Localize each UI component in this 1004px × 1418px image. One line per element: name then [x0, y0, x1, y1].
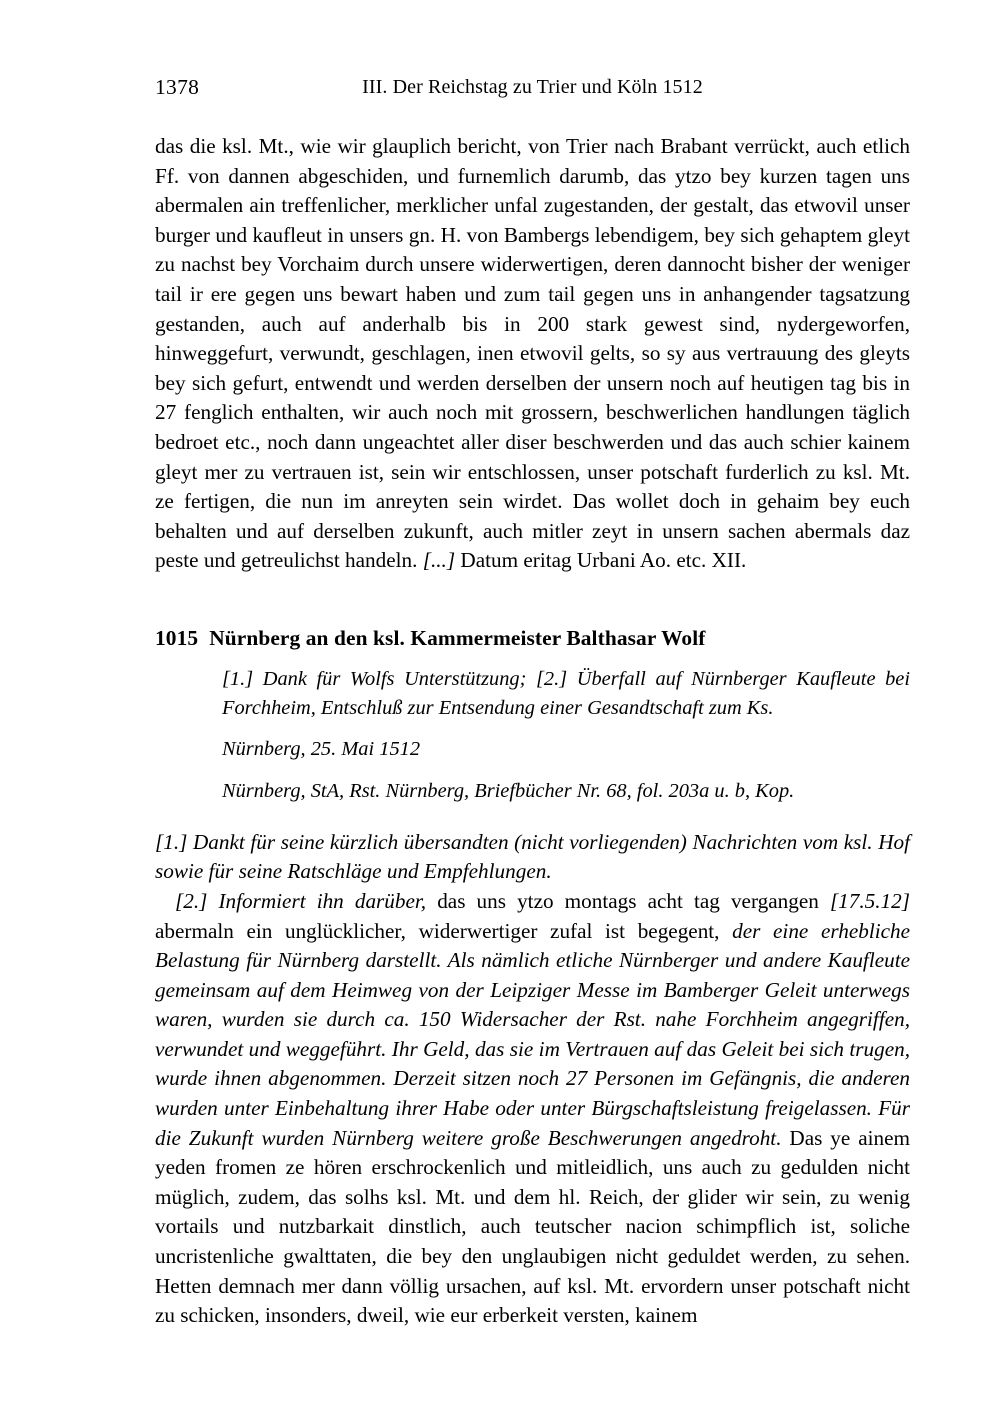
regest-item-2-date: [17.5.12]	[829, 888, 910, 913]
regest-item-2-roman-1: das uns ytzo montags acht tag vergangen	[426, 888, 830, 913]
regest-block	[155, 828, 910, 1331]
running-title: III. Der Reichstag zu Trier und Köln 1512	[362, 76, 703, 98]
letter-excerpt-ellipsis: [...]	[422, 548, 456, 573]
letter-excerpt-paragraph	[155, 132, 910, 576]
letter-excerpt-text: das die ksl. Mt., wie wir glauplich bericht, von Trier nach Brabant verrückt, auch etlich Ff. von dannen abgeschiden, und furnemlich darumb, das ytzo bey kurzen tagen uns abermalen ain treffenlicher, merklicher unfal zugestanden, der gestalt, das etwovil unser burger und kaufleut in unsers gn. H. von Bambergs lebendigem, bey sich gehaptem gleyt zu nachst bey Vorchaim durch unsere widerwertigen, deren dannocht bisher der weniger tail ir ere gegen uns bewart haben und zum tail gegen uns in anhangender tagsatzung gestanden, auch auf anderhalb bis in 200 stark gewest sind, nydergeworfen, hinweggefurt, verwundt, geschlagen, inen etwovil gelts, so sy aus vertrauung des gleyts bey sich gefurt, entwendt und werden derselben der unsern noch auf heutigen tag bis in 27 fenglich enthalten, wir auch noch mit grossern, beschwerlichen handlungen täglich bedroet etc., noch dann ungeachtet aller diser beschwerden und das auch schier kainem gleyt mer zu vertrauen ist, sein wir entschlossen, unser potschaft furderlich zu ksl. Mt. ze fertigen, die nun im anreyten sein wirdet. Das wollet doch in gehaim bey euch behalten und auf derselben zukunft, auch mitler zeyt in unsern sachen abermals daz peste und getreulichst handeln.	[155, 134, 910, 573]
record-source: Nürnberg, StA, Rst. Nürnberg, Briefbücher Nr. 68, fol. 203a u. b, Kop.	[222, 779, 795, 802]
regest-item-2-lead: [2.] Informiert ihn darüber,	[175, 888, 427, 913]
regest-item-2-italic-block: der eine erhebliche Belastung für Nürnberg darstellt. Als nämlich etliche Nürnberger und andere Kaufleute gemeinsam auf dem Heimweg von der Leipziger Messe im Bamberger Geleit unterwegs waren, wurden sie durch ca. 150 Widersacher der Rst. nahe Forchheim angegriffen, verwundet und weggeführt. Ihr Geld, das sie im Vertrauen auf das Geleit bei sich trugen, wurde ihnen abgenommen. Derzeit sitzen noch 27 Personen im Gefängnis, die anderen wurden unter Einbehaltung ihrer Habe oder unter Bürgschaftsleistung freigelassen. Für die Zukunft wurden Nürnberg weitere große Beschwerungen angedroht.	[155, 918, 910, 1150]
page-content	[155, 72, 910, 1331]
record-summary: [1.] Dank für Wolfs Unterstützung; [2.] Überfall auf Nürnberger Kaufleute bei Forchheim, Entschluß zur Entsendung einer Gesandtschaft zum Ks.	[222, 667, 910, 720]
record-number: 1015	[155, 625, 199, 650]
record-title-text: Nürnberg an den ksl. Kammermeister Balthasar Wolf	[209, 625, 706, 650]
record-dateline: Nürnberg, 25. Mai 1512	[222, 738, 421, 761]
regest-item-2	[155, 887, 910, 1331]
regest-item-2-roman-2: abermaln ein unglücklicher, widerwertiger zufal ist begegent,	[155, 918, 733, 943]
regest-item-2-roman-3: Das ye ainem yeden fromen ze hören erschrockenlich und mitleidlich, uns auch zu gedulden nicht müglich, zudem, das solhs ksl. Mt. und dem hl. Reich, der glider wir sein, zu wenig vortails und nutzbarkait dinstlich, auch teutscher nacion schimpflich ist, soliche uncristenliche gwalttaten, die bey den unglaubigen nicht geduldet werden, zu sehen. Hetten demnach mer dann völlig ursachen, auf ksl. Mt. ervordern unser potschaft nicht zu schicken, insonders, dweil, wie eur erberkeit versten, kainem	[155, 1125, 911, 1328]
letter-excerpt-text-tail: Datum eritag Urbani Ao. etc. XII.	[455, 548, 747, 573]
regest-item-1-text: [1.] Dankt für seine kürzlich übersandten (nicht vorliegenden) Nachrichten vom ksl. Hof sowie für seine Ratschläge und Empfehlungen.	[155, 829, 910, 884]
page-number: 1378	[155, 75, 200, 99]
record-heading	[155, 623, 910, 653]
record-block	[155, 623, 910, 806]
running-head	[155, 72, 910, 114]
regest-item-1	[155, 828, 910, 887]
